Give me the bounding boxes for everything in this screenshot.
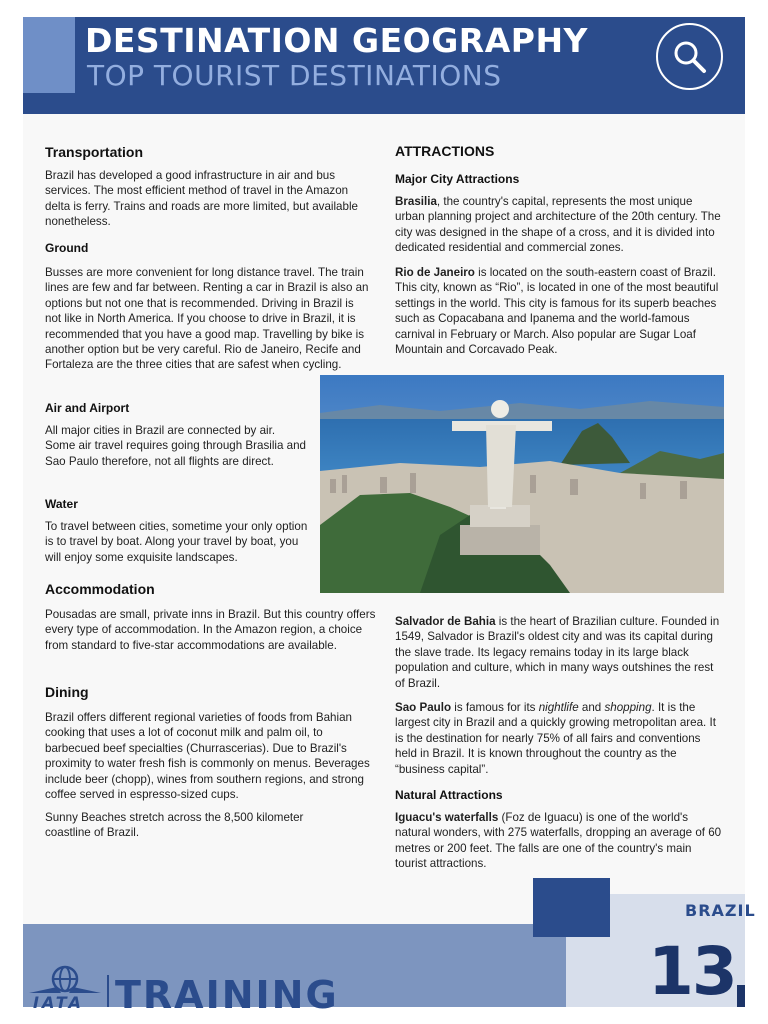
saopaulo-text-2: . It is the largest city in Brazil and a quickly growing metropolitan area. It is the destination for nearly 75% of all fairs and conventions held in Brazil. It is known throughout the country as the “business capital”. [395, 701, 716, 776]
natural-heading: Natural Attractions [395, 788, 503, 802]
ground-heading: Ground [45, 241, 89, 255]
training-divider [107, 975, 109, 1007]
page-subtitle: TOP TOURIST DESTINATIONS [87, 59, 502, 92]
attractions-heading: ATTRACTIONS [395, 143, 495, 159]
salvador-name: Salvador de Bahia [395, 615, 496, 628]
saopaulo-nightlife: nightlife [538, 701, 579, 714]
country-label: BRAZIL [685, 901, 756, 920]
rio-name: Rio de Janeiro [395, 266, 475, 279]
header-accent [23, 17, 75, 93]
saopaulo-text-1: is famous for its [451, 701, 539, 714]
saopaulo-name: Sao Paulo [395, 701, 452, 714]
saopaulo-and: and [578, 701, 605, 714]
rio-paragraph [395, 265, 725, 357]
accommodation-heading: Accommodation [45, 581, 155, 597]
iata-text: IATA [33, 993, 84, 1012]
brasilia-paragraph [395, 194, 725, 256]
salvador-paragraph [395, 614, 725, 691]
transportation-text: Brazil has developed a good infrastructure in air and bus services. The most efficient method of travel in the Amazon delta is ferry. Trains and roads are more limited, but available nonetheless. [45, 169, 358, 229]
iata-logo [27, 963, 103, 1012]
rio-photo [320, 375, 724, 593]
footer-square [533, 878, 610, 937]
dining-heading: Dining [45, 684, 89, 700]
search-button[interactable] [656, 23, 723, 90]
search-icon [672, 39, 708, 75]
iguacu-paragraph [395, 810, 725, 872]
saopaulo-paragraph [395, 700, 725, 777]
air-text: All major cities in Brazil are connected by air. Some air travel requires going through Brasilia and Sao Paulo therefore, not all flights are direct. [45, 424, 307, 468]
page-header [23, 17, 745, 114]
major-city-heading: Major City Attractions [395, 172, 520, 186]
air-heading: Air and Airport [45, 401, 130, 415]
brasilia-text: , the country's capital, represents the most unique urban planning project and architecture of the 20th century. The city was designed in the shape of a cross, and it is divided into dedicated residential and commercial zones. [395, 195, 721, 255]
iguacu-name: Iguacu's waterfalls [395, 811, 499, 824]
beaches-text: Sunny Beaches stretch across the 8,500 kilometer coastline of Brazil. [45, 811, 304, 840]
page-number: 13 [648, 933, 736, 1010]
transportation-heading: Transportation [45, 144, 144, 160]
iguacu-text: (Foz de Iguacu) is one of the world's natural wonders, with 275 waterfalls, dropping an average of 60 metres or 200 feet. The falls are one of the country's main tourist attractions. [395, 811, 722, 871]
brasilia-name: Brasilia [395, 195, 437, 208]
page-title: DESTINATION GEOGRAPHY [85, 21, 588, 60]
page [23, 17, 756, 1017]
water-heading: Water [45, 497, 78, 511]
saopaulo-shopping: shopping [604, 701, 652, 714]
training-label: TRAINING [115, 973, 339, 1017]
water-text: To travel between cities, sometime your only option is to travel by boat. Along your travel by boat, you will enjoy some exquisite landscapes. [45, 520, 308, 564]
christ-redeemer-image [320, 375, 724, 593]
dining-text: Brazil offers different regional varieties of foods from Bahian cooking that uses a lot of coconut milk and palm oil, to barbecued beef specialties (Churrascerias). Due to Brazil's proximity to water fresh fish is commonly on menus. Beverages include beer (chopp), wines from southern regions, and strong coffee served in espresso-sized cups. [45, 711, 370, 802]
page-number-tick [737, 985, 745, 1007]
accommodation-text: Pousadas are small, private inns in Brazil. But this country offers every type of accommodation. In the Amazon region, a choice from standard to five-star accommodations are available. [45, 608, 376, 652]
rio-text: is located on the south-eastern coast of Brazil. This city, known as “Rio”, is located in one of the most beautiful settings in the world. This city is famous for its superb beaches such as Copacabana and Ipanema and the world-famous carnival in February or March. Also popular are Sugar Loaf Mountain and Corcavado Peak. [395, 266, 719, 357]
salvador-text: is the heart of Brazilian culture. Founded in 1549, Salvador is Brazil's oldest city and was its capital during the slave trade. Its legacy remains today in its large black population and culture, which in many ways outshines the rest of Brazil. [395, 615, 720, 690]
ground-text: Busses are more convenient for long distance travel. The train lines are few and far between. Renting a car in Brazil is also an options but not one that is recommended. Driving in Brazil is not like in North America. If you choose to drive in Brazil, it is recommended that you have a good map. Travelling by bike is another option but be very careful. Rio de Janeiro, Recife and Fortaleza are the three cities that are safest when cycling. [45, 266, 369, 372]
